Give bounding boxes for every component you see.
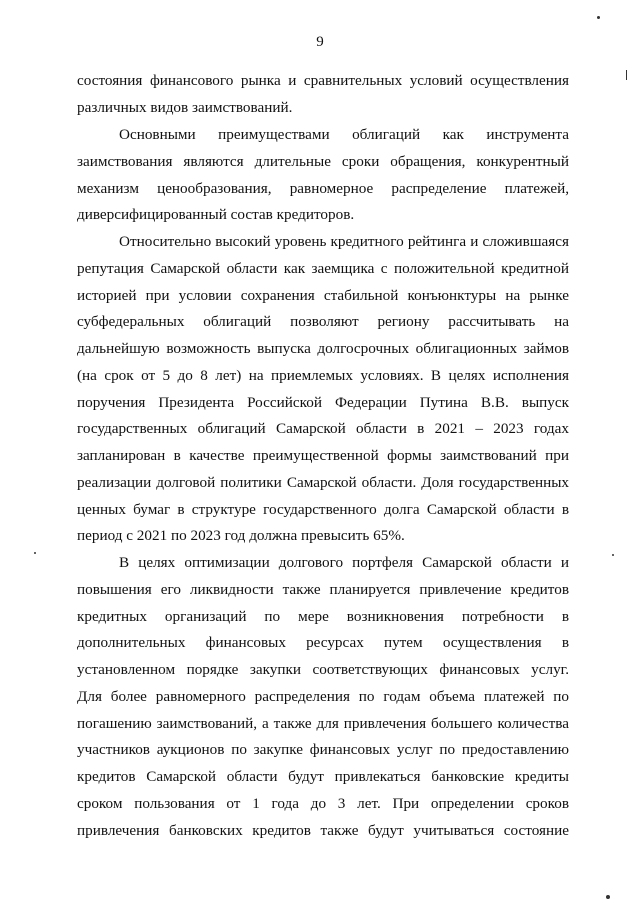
text-line: государственных облигаций Самарской области в 2021 – 2023 годах — [77, 420, 569, 437]
text-line: дополнительных финансовых ресурсах путем осуществления в — [77, 634, 569, 651]
text-line: В целях оптимизации долгового портфеля Самарской области и — [119, 554, 569, 571]
text-line: состояния финансового рынка и сравнительных условий осуществления — [77, 72, 569, 89]
text-line: участников аукционов по закупке финансовых услуг по предоставлению — [77, 741, 569, 758]
text-line: кредитов Самарской области будут привлекаться банковские кредиты — [77, 768, 569, 785]
text-line: погашению заимствований, а также для привлечения большего количества — [77, 715, 569, 732]
text-line: историей при условии сохранения стабильной конъюнктуры на рынке — [77, 287, 569, 304]
scan-speck — [612, 554, 614, 556]
text-line: Для более равномерного распределения по годам объема платежей по — [77, 688, 569, 705]
text-line: кредитных организаций по мере возникновения потребности в — [77, 608, 569, 625]
scan-speck — [626, 70, 627, 80]
text-line: установленном порядке закупки соответствующих финансовых услуг. — [77, 661, 569, 678]
text-line: период с 2021 по 2023 год должна превысить 65%. — [77, 527, 405, 544]
text-line: заимствования являются длительные сроки обращения, конкурентный — [77, 153, 569, 170]
text-line: репутация Самарской области как заемщика с положительной кредитной — [77, 260, 569, 277]
text-line: Основными преимуществами облигаций как инструмента — [119, 126, 569, 143]
text-line: повышения его ликвидности также планируется привлечение кредитов — [77, 581, 569, 598]
text-line: дальнейшую возможность выпуска долгосрочных облигационных займов — [77, 340, 569, 357]
scan-speck — [34, 552, 36, 554]
text-line: различных видов заимствований. — [77, 99, 293, 116]
text-line: (на срок от 5 до 8 лет) на приемлемых условиях. В целях исполнения — [77, 367, 569, 384]
text-line: привлечения банковских кредитов также будут учитываться состояние — [77, 822, 569, 839]
text-line: диверсифицированный состав кредиторов. — [77, 206, 355, 223]
page-number: 9 — [316, 34, 324, 50]
scan-speck — [597, 16, 600, 19]
text-line: механизм ценообразования, равномерное распределение платежей, — [77, 180, 569, 197]
text-line: реализации долговой политики Самарской области. Доля государственных — [77, 474, 569, 491]
text-line: поручения Президента Российской Федерации Путина В.В. выпуск — [77, 394, 569, 411]
text-line: субфедеральных облигаций позволяют региону рассчитывать на — [77, 313, 569, 330]
text-line: сроком пользования от 1 года до 3 лет. При определении сроков — [77, 795, 569, 812]
scan-speck — [606, 895, 610, 899]
text-line: Относительно высокий уровень кредитного рейтинга и сложившаяся — [119, 233, 569, 250]
text-line: ценных бумаг в структуре государственного долга Самарской области в — [77, 501, 569, 518]
text-line: запланирован в качестве преимущественной формы заимствований при — [77, 447, 569, 464]
